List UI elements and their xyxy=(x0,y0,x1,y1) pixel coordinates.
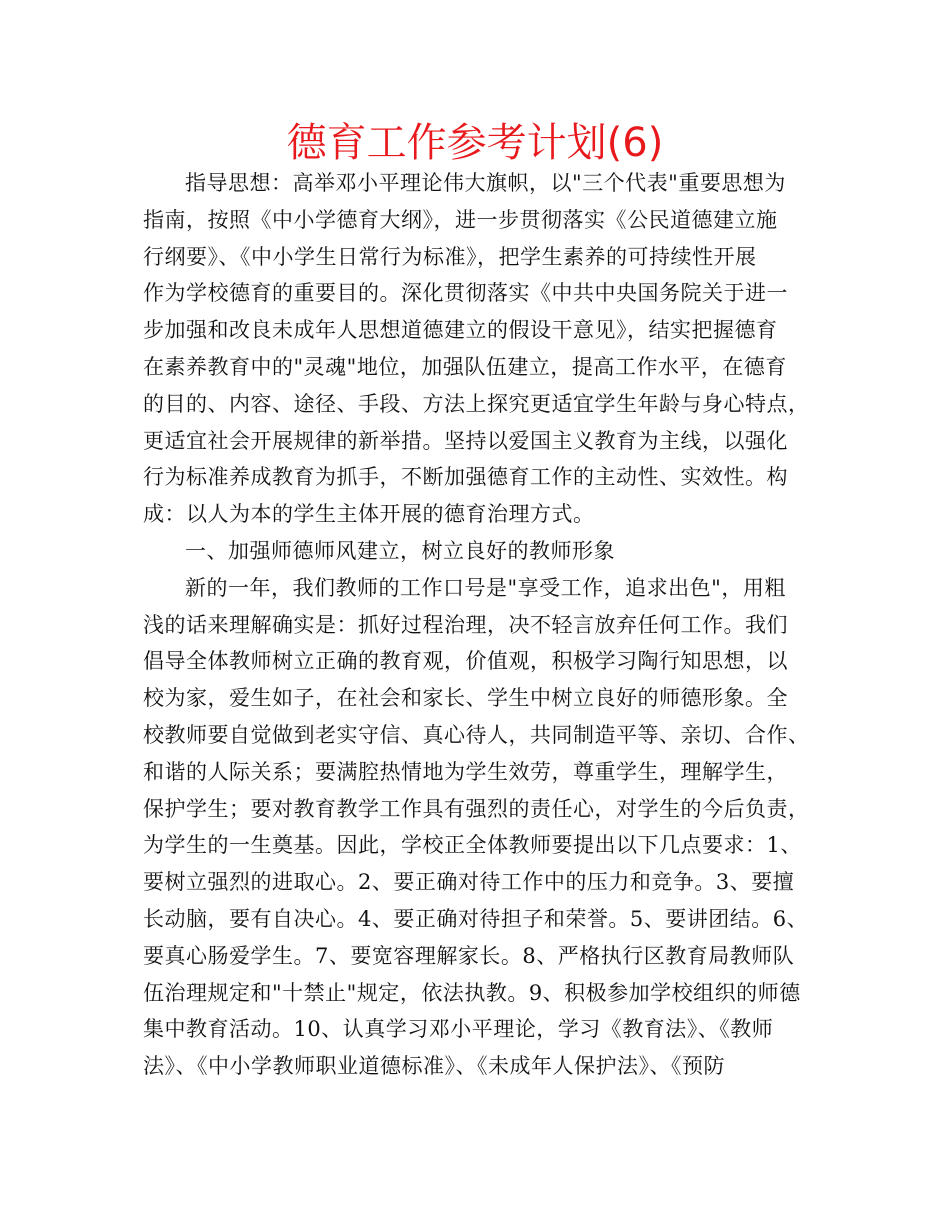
text-line: 成：以人为本的学生主体开展的德育治理方式。 xyxy=(143,502,595,527)
text-line: 伍治理规定和"十禁止"规定，依法执教。9、积极参加学校组织的师德 xyxy=(143,980,801,1005)
text-line: 新的一年，我们教师的工作口号是"享受工作，追求出色"，用粗 xyxy=(185,575,786,600)
text-line: 和谐的人际关系；要满腔热情地为学生效劳，尊重学生，理解学生， xyxy=(143,759,788,784)
text-line: 要树立强烈的进取心。2、要正确对待工作中的压力和竞争。3、要擅 xyxy=(143,870,795,895)
text-line: 校教师要自觉做到老实守信、真心待人，共同制造平等、亲切、合作、 xyxy=(143,722,810,747)
text-line: 更适宜社会开展规律的新举措。坚持以爱国主义教育为主线，以强化 xyxy=(143,428,788,453)
text-line: 的目的、内容、途径、手段、方法上探究更适宜学生年龄与身心特点， xyxy=(143,391,810,416)
document-body xyxy=(143,165,813,1085)
page-title: 德育工作参考计划(6) xyxy=(286,120,664,166)
text-line: 作为学校德育的重要目的。深化贯彻落实《中共中央国务院关于进一 xyxy=(143,281,788,306)
text-line: 为学生的一生奠基。因此，学校正全体教师要提出以下几点要求：1、 xyxy=(143,833,802,858)
text-line: 倡导全体教师树立正确的教育观，价值观，积极学习陶行知思想，以 xyxy=(143,649,788,674)
text-line: 校为家，爱生如子，在社会和家长、学生中树立良好的师德形象。全 xyxy=(143,686,788,711)
text-line: 行纲要》、《中小学生日常行为标准》，把学生素养的可持续性开展 xyxy=(143,244,757,269)
text-line: 保护学生；要对教育教学工作具有强烈的责任心，对学生的今后负责， xyxy=(143,796,810,821)
text-line: 浅的话来理解确实是：抓好过程治理，决不轻言放弃任何工作。我们 xyxy=(143,612,788,637)
text-line: 法》、《中小学教师职业道德标准》、《未成年人保护法》、《预防 xyxy=(143,1054,725,1079)
text-line: 在素养教育中的"灵魂"地位，加强队伍建立，提高工作水平，在德育 xyxy=(143,354,787,379)
text-line: 行为标准养成教育为抓手，不断加强德育工作的主动性、实效性。构 xyxy=(143,465,788,490)
text-line: 步加强和改良未成年人思想道德建立的假设干意见》，结实把握德育 xyxy=(143,318,778,343)
text-line: 集中教育活动。10、认真学习邓小平理论，学习《教育法》、《教师 xyxy=(143,1017,774,1042)
text-line: 一、加强师德师风建立，树立良好的教师形象 xyxy=(185,538,615,563)
text-line: 长动脑，要有自决心。4、要正确对待担子和荣誉。5、要讲团结。6、 xyxy=(143,906,809,931)
text-line: 指南，按照《中小学德育大纲》，进一步贯彻落实《公民道德建立施 xyxy=(143,207,778,232)
text-line: 要真心肠爱学生。7、要宽容理解家长。8、严格执行区教育局教师队 xyxy=(143,943,795,968)
text-line: 指导思想：高举邓小平理论伟大旗帜，以"三个代表"重要思想为 xyxy=(185,171,786,195)
